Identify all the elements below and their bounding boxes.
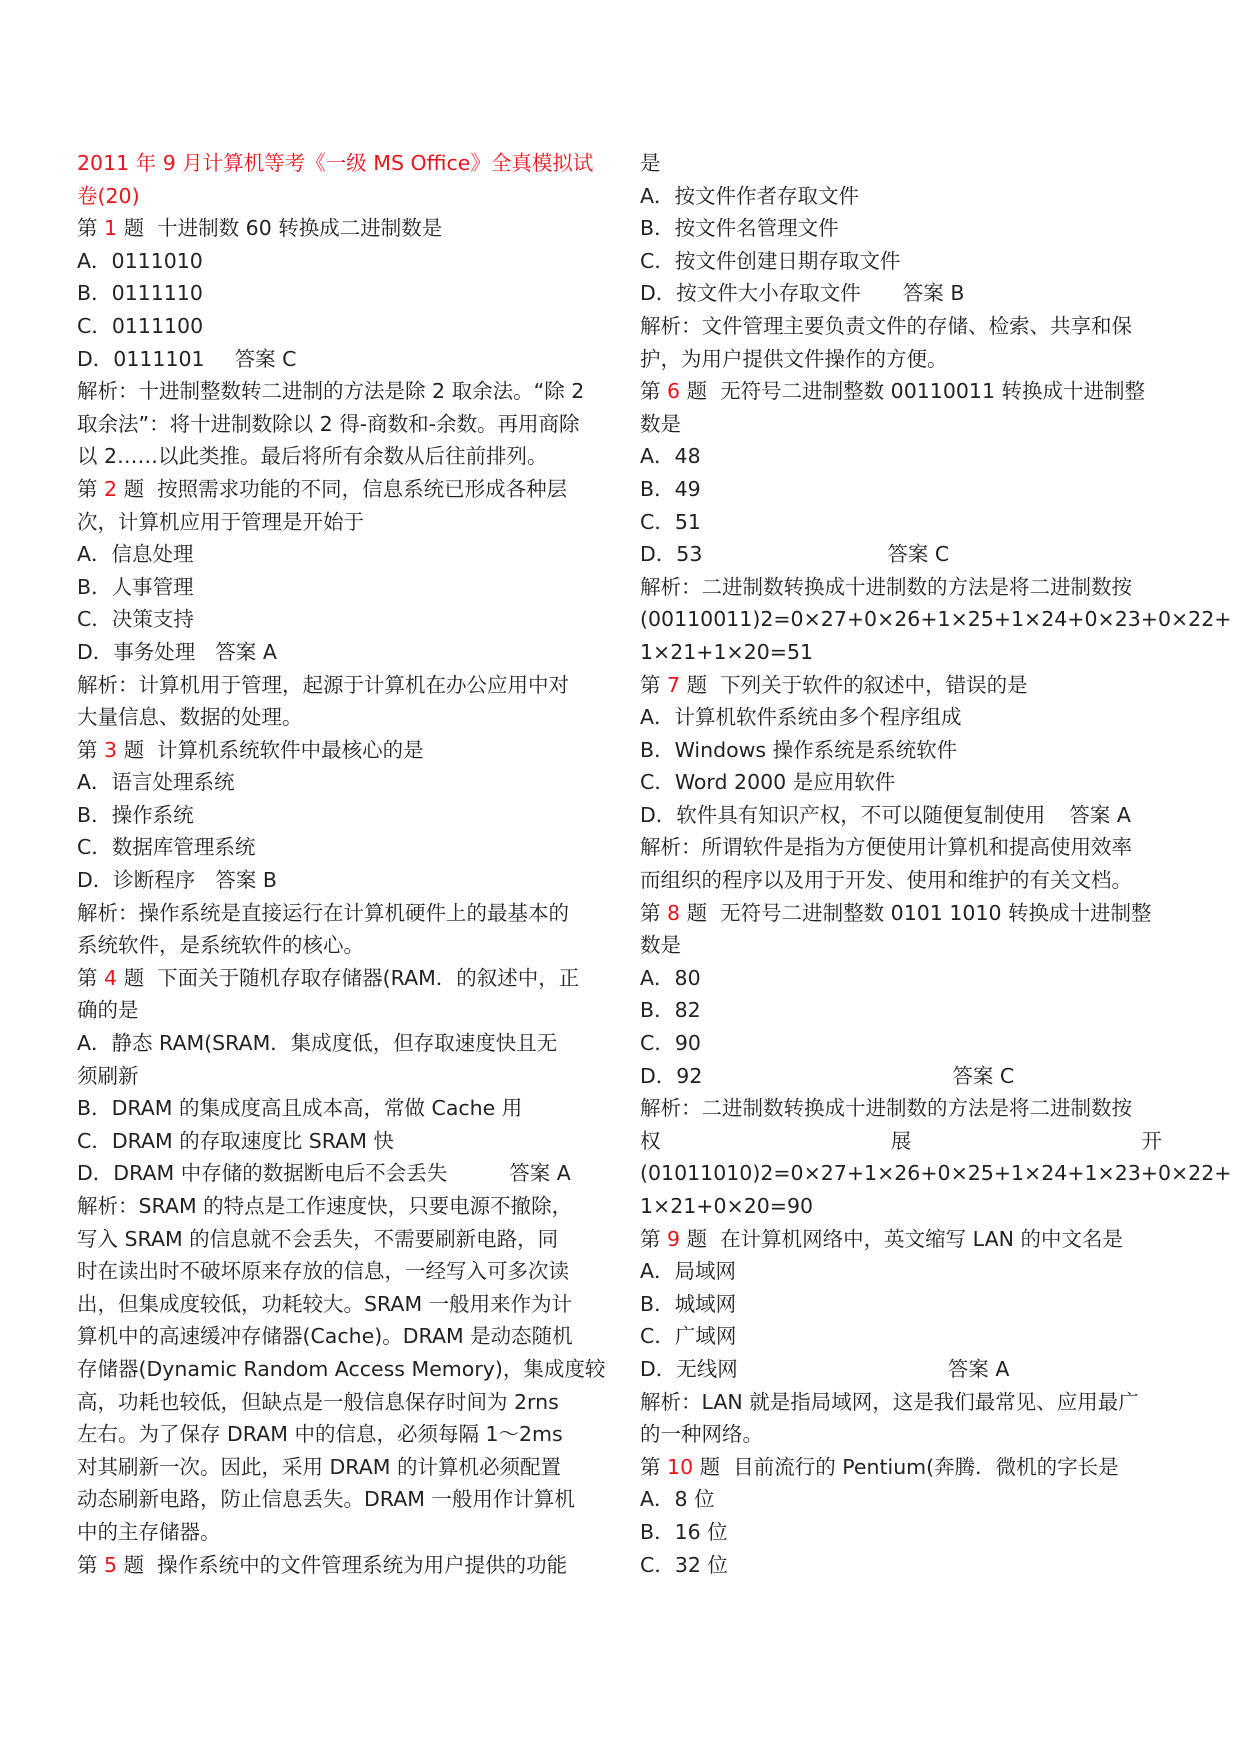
analysis-line: 1×21+0×20=90 <box>640 1194 814 1218</box>
question-text: 按照需求功能的不同，信息系统已形成各种层 <box>157 476 568 501</box>
answer: 答案 B <box>215 868 277 893</box>
option-c: C．广域网 <box>640 1324 737 1349</box>
analysis-line-justified: 权 展 开 <box>640 1128 1162 1153</box>
option-c: C．按文件创建日期存取文件 <box>640 248 901 273</box>
analysis-line: 存储器(Dynamic Random Access Memory)，集成度较 <box>77 1356 606 1381</box>
option-d: D．0111101 <box>77 346 205 371</box>
right-column <box>640 147 1232 1581</box>
analysis-line: (00110011)2=0×27+0×26+1×25+1×24+0×23+0×22+ <box>640 607 1232 632</box>
option-c: C．90 <box>640 1031 701 1056</box>
analysis-line: 的一种网络。 <box>640 1422 763 1447</box>
option-c: C．决策支持 <box>77 607 194 632</box>
answer: 答案 A <box>215 639 277 664</box>
question-text: 目前流行的 Pentium(奔腾．微机的字长是 <box>733 1454 1119 1479</box>
option-d-with-answer <box>640 277 1162 310</box>
analysis-line: 以 2……以此类推。最后将所有余数从后往前排列。 <box>77 444 548 469</box>
question-number: 3 <box>104 737 118 762</box>
option-b: B．0111110 <box>77 281 203 306</box>
option-d-with-answer <box>640 1060 1162 1093</box>
analysis-line: 写入 SRAM 的信息就不会丢失，不需要刷新电路，同 <box>77 1226 559 1251</box>
option-d-with-answer <box>77 343 605 376</box>
option-d: D．诊断程序 <box>77 868 196 893</box>
option-d-with-answer <box>640 1353 1162 1386</box>
question-number: 1 <box>104 216 118 241</box>
answer: 答案 C <box>952 1063 1015 1088</box>
question-text-cont: 数是 <box>640 933 681 958</box>
option-a: A．静态 RAM(SRAM．集成度低，但存取速度快且无 <box>77 1031 558 1056</box>
analysis-line: 中的主存储器。 <box>77 1519 221 1544</box>
analysis-line: 解析：二进制数转换成十进制数的方法是将二进制数按 <box>640 574 1132 599</box>
option-b: B．49 <box>640 476 701 501</box>
analysis-line: 左右。为了保存 DRAM 中的信息，必须每隔 1～2ms <box>77 1422 563 1447</box>
analysis-line: 动态刷新电路，防止信息丢失。DRAM 一般用作计算机 <box>77 1487 575 1512</box>
option-b: B．DRAM 的集成度高且成本高，常做 Cache 用 <box>77 1096 523 1121</box>
option-d: D．软件具有知识产权，不可以随便复制使用 <box>640 802 1046 827</box>
analysis-line: 高，功耗也较低，但缺点是一般信息保存时间为 2rns <box>77 1389 559 1414</box>
option-a: A．0111010 <box>77 248 203 273</box>
option-a: A．局域网 <box>640 1259 737 1284</box>
document-title-line-1: 2011 年 9 月计算机等考《一级 MS Office》全真模拟试 <box>77 151 594 175</box>
option-a-cont: 须刷新 <box>77 1063 139 1088</box>
option-d: D．事务处理 <box>77 639 196 664</box>
analysis-line: 解析：SRAM 的特点是工作速度快，只要电源不撤除， <box>77 1194 573 1218</box>
option-c: C．DRAM 的存取速度比 SRAM 快 <box>77 1128 394 1153</box>
option-d-with-answer <box>640 538 1162 571</box>
analysis-line: 系统软件，是系统软件的核心。 <box>77 933 364 958</box>
question-text-cont: 确的是 <box>77 998 139 1023</box>
answer: 答案 A <box>509 1161 571 1186</box>
option-b: B．16 位 <box>640 1519 728 1544</box>
option-d-with-answer <box>77 1157 605 1190</box>
option-a: A．8 位 <box>640 1487 715 1512</box>
option-d: D．按文件大小存取文件 <box>640 281 861 306</box>
analysis-line: 解析：二进制数转换成十进制数的方法是将二进制数按 <box>640 1096 1132 1121</box>
option-a: A．信息处理 <box>77 542 194 567</box>
question-6-heading: 第 6 题 无符号二进制整数 00110011 转换成十进制整 <box>640 379 1146 404</box>
question-text: 无符号二进制整数 00110011 转换成十进制整 <box>720 379 1146 404</box>
answer: 答案 C <box>887 542 950 567</box>
analysis-line: 护，为用户提供文件操作的方便。 <box>640 346 948 371</box>
question-number: 9 <box>667 1226 681 1251</box>
option-b: B．城域网 <box>640 1291 737 1316</box>
analysis-line: 解析：十进制整数转二进制的方法是除 2 取余法。“除 2 <box>77 379 585 404</box>
option-c: C．0111100 <box>77 313 204 338</box>
question-text: 在计算机网络中，英文缩写 LAN 的中文名是 <box>720 1226 1123 1251</box>
question-9-heading: 第 9 题 在计算机网络中，英文缩写 LAN 的中文名是 <box>640 1226 1123 1251</box>
analysis-line: 解析：所谓软件是指为方便使用计算机和提高使用效率 <box>640 835 1132 860</box>
analysis-line: 而组织的程序以及用于开发、使用和维护的有关文档。 <box>640 868 1132 893</box>
question-2-heading: 第 2 题 按照需求功能的不同，信息系统已形成各种层 <box>77 476 568 501</box>
question-8-heading: 第 8 题 无符号二进制整数 0101 1010 转换成十进制整 <box>640 900 1152 925</box>
left-column <box>77 147 605 1581</box>
question-number: 4 <box>104 965 118 990</box>
option-a: A．语言处理系统 <box>77 770 235 795</box>
question-7-heading: 第 7 题 下列关于软件的叙述中，错误的是 <box>640 672 1028 697</box>
question-3-heading: 第 3 题 计算机系统软件中最核心的是 <box>77 737 424 762</box>
analysis-line: 大量信息、数据的处理。 <box>77 705 303 730</box>
question-number: 10 <box>667 1454 694 1479</box>
question-number: 5 <box>104 1552 118 1577</box>
option-d-with-answer <box>77 864 605 897</box>
option-a: A．计算机软件系统由多个程序组成 <box>640 705 962 730</box>
analysis-line: 出，但集成度较低，功耗较大。SRAM 一般用来作为计 <box>77 1291 573 1316</box>
question-4-heading: 第 4 题 下面关于随机存取存储器(RAM．的叙述中，正 <box>77 965 580 990</box>
answer: 答案 A <box>1069 802 1131 827</box>
option-b: B．82 <box>640 998 701 1023</box>
option-a: A．按文件作者存取文件 <box>640 183 860 208</box>
analysis-line: (01011010)2=0×27+1×26+0×25+1×24+1×23+0×22+ <box>640 1161 1232 1186</box>
option-d: D．DRAM 中存储的数据断电后不会丢失 <box>77 1161 448 1186</box>
option-c: C．数据库管理系统 <box>77 835 256 860</box>
option-d: D．53 <box>640 542 703 567</box>
option-c: C．32 位 <box>640 1552 728 1577</box>
option-d: D．无线网 <box>640 1356 738 1381</box>
question-10-heading: 第 10 题 目前流行的 Pentium(奔腾．微机的字长是 <box>640 1454 1119 1479</box>
question-number: 7 <box>667 672 681 697</box>
option-d-with-answer <box>640 799 1162 832</box>
option-b: B．人事管理 <box>77 574 194 599</box>
answer: 答案 C <box>234 346 297 371</box>
analysis-line: 对其刷新一次。因此，采用 DRAM 的计算机必须配置 <box>77 1454 561 1479</box>
option-a: A．80 <box>640 965 701 990</box>
option-d-with-answer <box>77 636 605 669</box>
option-a: A．48 <box>640 444 701 469</box>
analysis-line: 解析：操作系统是直接运行在计算机硬件上的最基本的 <box>77 900 569 925</box>
option-b: B．操作系统 <box>77 802 194 827</box>
question-text-cont: 是 <box>640 151 661 175</box>
answer: 答案 A <box>947 1356 1010 1381</box>
question-text: 下列关于软件的叙述中，错误的是 <box>720 672 1028 697</box>
question-text: 计算机系统软件中最核心的是 <box>157 737 424 762</box>
analysis-line: 解析：LAN 就是指局域网，这是我们最常见、应用最广 <box>640 1389 1139 1414</box>
question-text: 无符号二进制整数 0101 1010 转换成十进制整 <box>720 900 1152 925</box>
analysis-line: 解析：计算机用于管理，起源于计算机在办公应用中对 <box>77 672 569 697</box>
answer: 答案 B <box>902 281 965 306</box>
analysis-line: 解析：文件管理主要负责文件的存储、检索、共享和保 <box>640 313 1132 338</box>
document-title-line-2: 卷(20) <box>77 183 140 208</box>
question-text-cont: 数是 <box>640 411 681 436</box>
option-c: C．51 <box>640 509 701 534</box>
question-5-heading: 第 5 题 操作系统中的文件管理系统为用户提供的功能 <box>77 1552 568 1577</box>
option-b: B．Windows 操作系统是系统软件 <box>640 737 958 762</box>
question-text: 十进制数 60 转换成二进制数是 <box>157 216 443 241</box>
question-number: 6 <box>667 379 681 404</box>
question-number: 8 <box>667 900 681 925</box>
option-d: D．92 <box>640 1063 703 1088</box>
analysis-line: 算机中的高速缓冲存储器(Cache)。DRAM 是动态随机 <box>77 1324 573 1349</box>
analysis-line: 时在读出时不破坏原来存放的信息，一经写入可多次读 <box>77 1259 569 1284</box>
analysis-line: 1×21+1×20=51 <box>640 639 814 664</box>
question-number: 2 <box>104 476 118 501</box>
question-text: 下面关于随机存取存储器(RAM．的叙述中，正 <box>157 965 580 990</box>
question-1-heading: 第 1 题 十进制数 60 转换成二进制数是 <box>77 216 443 241</box>
question-text: 操作系统中的文件管理系统为用户提供的功能 <box>157 1552 568 1577</box>
option-b: B．按文件名管理文件 <box>640 216 839 241</box>
analysis-line: 取余法”：将十进制数除以 2 得-商数和-余数。再用商除 <box>77 411 580 436</box>
option-c: C．Word 2000 是应用软件 <box>640 770 896 795</box>
question-text-cont: 次，计算机应用于管理是开始于 <box>77 509 364 534</box>
